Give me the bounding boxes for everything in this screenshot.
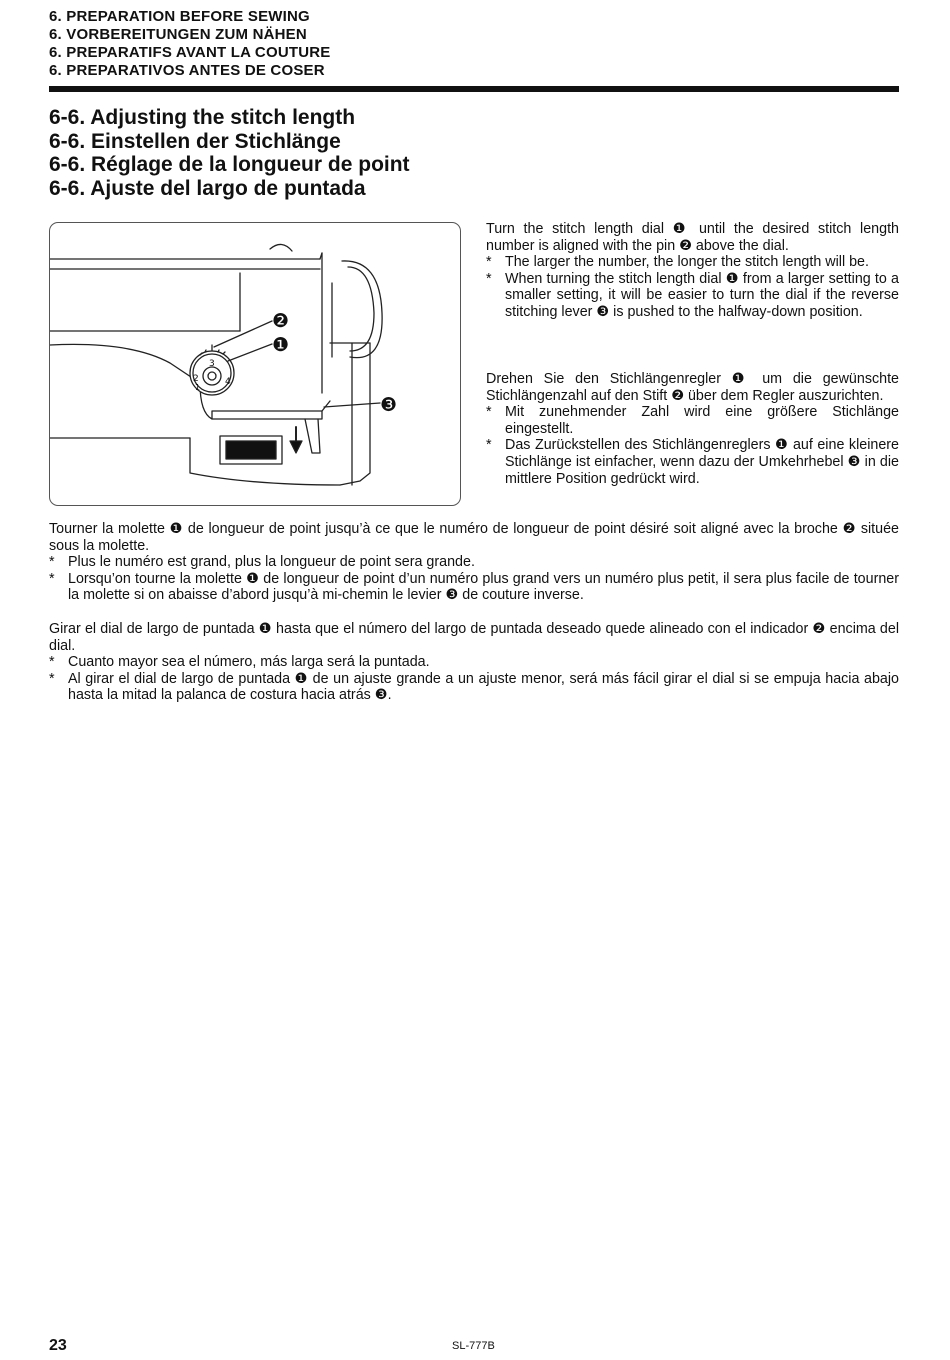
dial-number-4: 4: [225, 377, 231, 387]
note-bullet: *: [486, 254, 492, 271]
spanish-note-2: [49, 671, 899, 704]
chapter-line-de: 6. VORBEREITUNGEN ZUM NÄHEN: [49, 26, 307, 43]
instructions-german: [486, 371, 899, 487]
french-intro: Tourner la molette ❶ de longueur de point jusqu’à ce que le numéro de longueur de point désiré soit aligné avec la broche ❷ située sous la molette.: [49, 521, 899, 554]
german-note-2-text: Das Zurückstellen des Stichlängenreglers ❶ auf eine kleinere Stichlänge ist einfacher, wenn dazu der Umkehrhebel ❸ in die mittlere Position gedrückt wird.: [505, 437, 899, 487]
chapter-line-fr: 6. PREPARATIFS AVANT LA COUTURE: [49, 44, 331, 61]
header-rule: [49, 86, 899, 92]
instructions-english: [486, 221, 899, 321]
spanish-note-1-text: Cuanto mayor sea el número, más larga será la puntada.: [68, 654, 430, 671]
section-titles: [49, 106, 410, 200]
english-intro: Turn the stitch length dial ❶ until the desired stitch length number is aligned with the pin ❷ above the dial.: [486, 221, 899, 254]
note-bullet: *: [486, 404, 492, 421]
note-bullet: *: [49, 554, 55, 571]
section-title-de: 6-6. Einstellen der Stichlänge: [49, 129, 341, 153]
page-number: 23: [49, 1337, 67, 1354]
note-bullet: *: [486, 270, 492, 287]
note-bullet: *: [49, 670, 55, 687]
german-note-2: [486, 437, 899, 487]
chapter-line-en: 6. PREPARATION BEFORE SEWING: [49, 8, 310, 25]
dial-number-2: 2: [193, 374, 199, 384]
note-bullet: *: [486, 437, 492, 454]
french-note-2: [49, 571, 899, 604]
spanish-intro: Girar el dial de largo de puntada ❶ hasta que el número del largo de puntada deseado quede alineado con el indicador ❷ encima del dial.: [49, 621, 899, 654]
english-note-1-text: The larger the number, the longer the stitch length will be.: [505, 254, 869, 271]
chapter-heading: [49, 8, 330, 80]
spanish-note-1: [49, 654, 899, 671]
instructions-french: [49, 521, 899, 604]
french-note-2-text: Lorsqu’on tourne la molette ❶ de longueur de point d’un numéro plus grand vers un numéro plus petit, il sera plus facile de tourner la molette si on abaisse d’abord jusqu’à mi-chemin le levier ❸ de couture inverse.: [68, 570, 899, 604]
note-bullet: *: [49, 570, 55, 587]
callout-3: ❸: [380, 394, 398, 416]
instructions-spanish: [49, 621, 899, 704]
german-intro: Drehen Sie den Stichlängenregler ❶ um die gewünschte Stichlängenzahl auf den Stift ❷ über dem Regler auszurichten.: [486, 371, 899, 404]
chapter-line-es: 6. PREPARATIVOS ANTES DE COSER: [49, 62, 325, 79]
sewing-machine-illustration: [49, 222, 461, 506]
german-note-1-text: Mit zunehmender Zahl wird eine größere Stichlänge eingestellt.: [505, 404, 899, 437]
note-bullet: *: [49, 654, 55, 671]
section-title-fr: 6-6. Réglage de la longueur de point: [49, 153, 410, 176]
section-title-es: 6-6. Ajuste del largo de puntada: [49, 176, 366, 200]
english-note-2: [486, 271, 899, 321]
german-note-1: [486, 404, 899, 437]
model-number: SL-777B: [452, 1340, 495, 1352]
spanish-note-2-text: Al girar el dial de largo de puntada ❶ de un ajuste grande a un ajuste menor, será más fácil girar el dial si se empuja hacia abajo hasta la mitad la palanca de costura hacia atrás ❸.: [68, 670, 899, 704]
french-note-1: [49, 554, 899, 571]
french-note-1-text: Plus le numéro est grand, plus la longueur de point sera grande.: [68, 554, 475, 571]
section-title-en: 6-6. Adjusting the stitch length: [49, 106, 356, 129]
dial-number-1: 1: [195, 383, 201, 392]
english-note-2-text: When turning the stitch length dial ❶ from a larger setting to a smaller setting, it will be easier to turn the dial if the reverse stitching lever ❸ is pushed to the halfway-down position.: [505, 270, 899, 320]
callout-2: ❷: [272, 310, 290, 332]
english-note-1: [486, 254, 899, 271]
callout-1: ❶: [272, 334, 290, 356]
sewing-machine-drawing: [50, 223, 461, 506]
dial-number-3: 3: [209, 359, 215, 369]
